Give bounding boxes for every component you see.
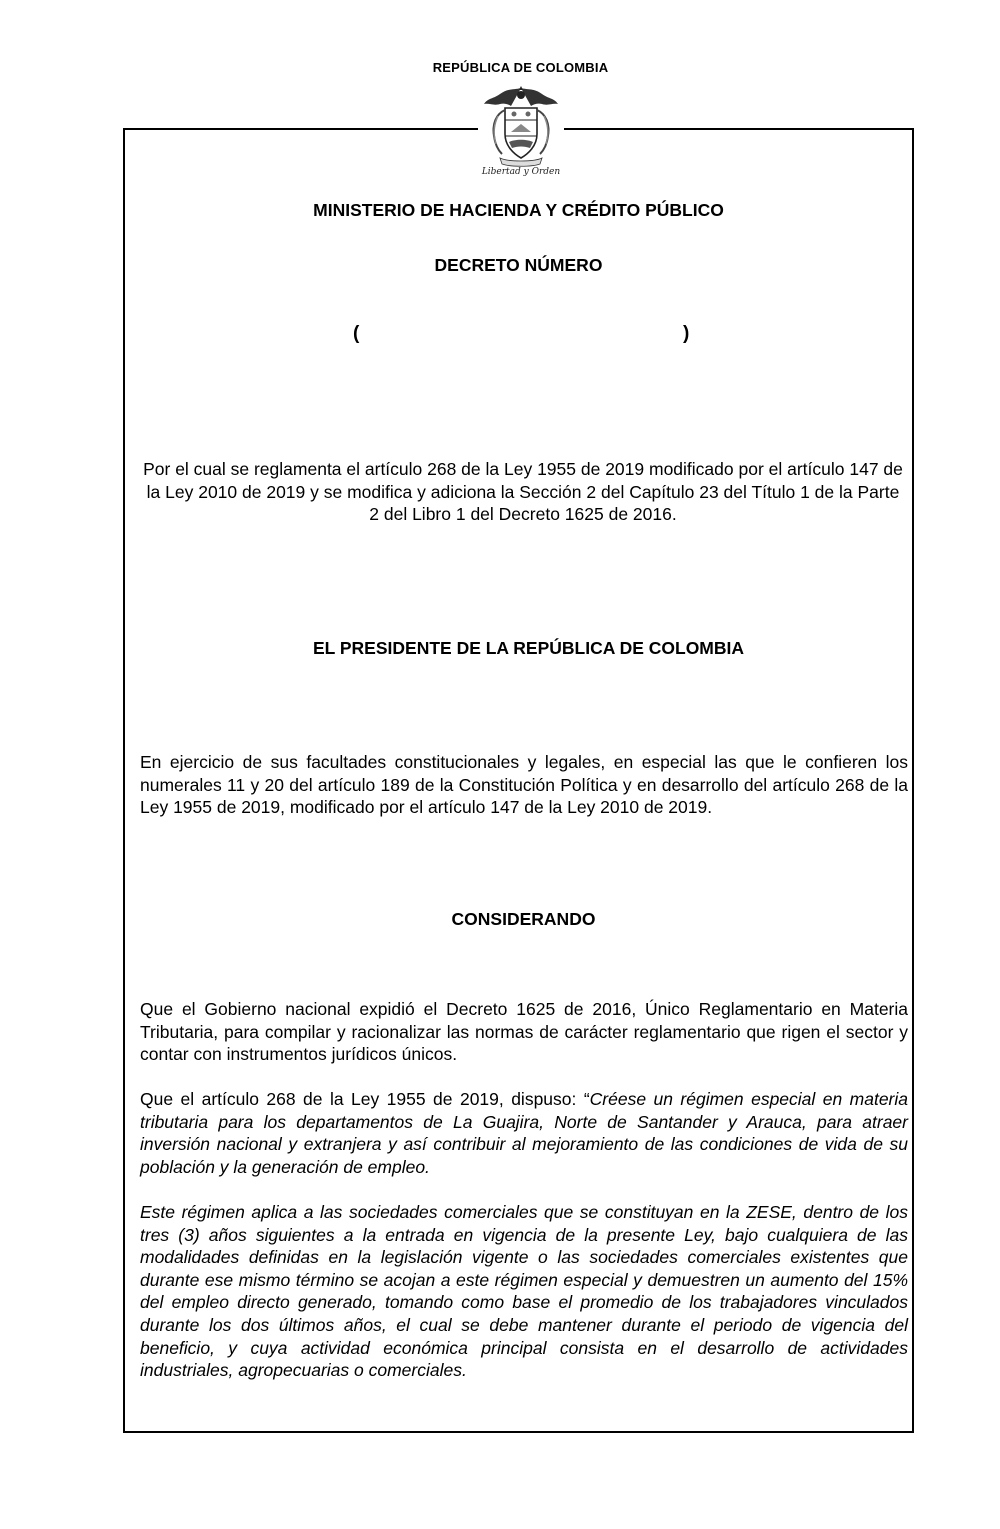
considerando-paragraph-3: Este régimen aplica a las sociedades comerciales que se constituyan en la ZESE, dentro de los tres (3) años siguientes a la entrada en vigencia de la presente Ley, bajo cualquiera de las modalidades definidas en la legislación vigente o las sociedades comerciales existentes que durante ese mismo término se acojan a este régimen especial y demuestren un aumento del 15% del empleo directo generado, tomando como base el promedio de los trabajadores vinculados durante los dos últimos años, el cual se debe mantener durante el periodo de vigencia del beneficio, y cuya actividad económica principal consista en el desarrollo de actividades industriales, agropecuarias o comerciales.	[140, 1202, 908, 1381]
considerando-paragraph-2	[140, 1088, 908, 1178]
considerando-paragraph-1: Que el Gobierno nacional expidió el Decreto 1625 de 2016, Único Reglamentario en Materia Tributaria, para compilar y racionalizar las normas de carácter reglamentario que rigen el sector y contar con instrumentos jurídicos únicos.	[140, 999, 908, 1065]
considerando-2-quote: Créese un régimen especial en materia tributaria para los departamentos de La Guajira, Norte de Santander y Arauca, para atraer inversión nacional y extranjera y así contribuir al mejoramiento de las condiciones de vida de su población y la generación de empleo.	[140, 1089, 908, 1177]
date-paren-open: (	[353, 323, 360, 344]
decree-subject: Por el cual se reglamenta el artículo 268 de la Ley 1955 de 2019 modificado por el artículo 147 de la Ley 2010 de 2019 y se modifica y adiciona la Sección 2 del Capítulo 23 del Título 1 de la Parte 2 del Libro 1 del Decreto 1625 de 2016.	[143, 459, 903, 525]
header-country: REPÚBLICA DE COLOMBIA	[432, 60, 609, 75]
decree-number-label: DECRETO NÚMERO	[434, 255, 603, 275]
considering-title: CONSIDERANDO	[451, 909, 596, 929]
considerando-2-intro: Que el artículo 268 de la Ley 1955 de 2019, dispuso: “	[140, 1089, 590, 1109]
powers-paragraph: En ejercicio de sus facultades constitucionales y legales, en especial las que le confieren los numerales 11 y 20 del artículo 189 de la Constitución Política y en desarrollo del artículo 268 de la Ley 1955 de 2019, modificado por el artículo 147 de la Ley 2010 de 2019.	[140, 752, 908, 818]
date-paren-close: )	[683, 323, 690, 344]
crest-motto: Libertad y Orden	[481, 167, 561, 177]
president-title: EL PRESIDENTE DE LA REPÚBLICA DE COLOMBIA	[312, 638, 745, 658]
ministry-title: MINISTERIO DE HACIENDA Y CRÉDITO PÚBLICO	[313, 200, 724, 220]
